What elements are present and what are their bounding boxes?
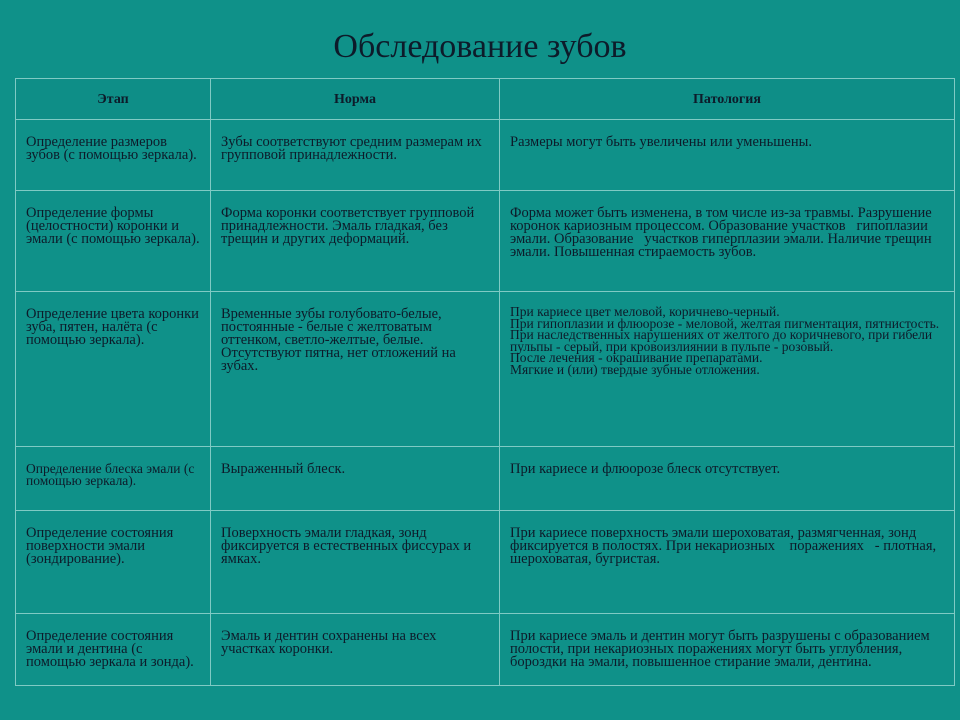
pathology-line: При кариесе эмаль и дентин могут быть разрушены с образованием полости, при некариозных поражениях могут быть углубления, бороздки на эмали, повышенное стирание эмали, дентина.: [510, 628, 934, 670]
table-row: [16, 447, 955, 511]
pathology-line: Мягкие и (или) твердые зубные отложения.: [510, 361, 760, 377]
norm-cell: Форма коронки соответствует групповой принадлежности. Эмаль гладкая, без трещин и других деформаций.: [211, 191, 500, 292]
pathology-line: При кариесе поверхность эмали шероховатая, размягченная, зонд фиксируется в полостях. При некариозных поражениях - плотная, шероховатая, бугристая.: [510, 525, 940, 567]
table-row: [16, 614, 955, 686]
stage-cell: Определение размеров зубов (с помощью зеркала).: [16, 120, 211, 191]
header-norm: Норма: [211, 79, 500, 120]
stage-cell: Определение состояния эмали и дентина (с помощью зеркала и зонда).: [16, 614, 211, 686]
page-title: Обследование зубов: [333, 28, 627, 65]
pathology-line: При наследственных нарушениях от желтого до коричневого, при гибели пульпы - серый, при кровоизлиянии в пульпе - розовый.: [510, 327, 936, 354]
pathology-line: При кариесе цвет меловой, коричнево-черный.: [510, 304, 780, 319]
table-row: [16, 191, 955, 292]
norm-cell: Временные зубы голубовато-белые, постоянные - белые с желтоватым оттенком, светло-желтые, белые. Отсутствуют пятна, нет отложений на зубах.: [211, 292, 500, 447]
header-pathology: Патология: [500, 79, 955, 120]
pathology-line: При гипоплазии и флюорозе - меловой, желтая пигментация, пятнистость.: [510, 315, 940, 331]
table-header-row: [16, 79, 955, 120]
pathology-line: После лечения - окрашивание препаратами.: [510, 350, 763, 365]
norm-cell: Поверхность эмали гладкая, зонд фиксируется в естественных фиссурах и ямках.: [211, 511, 500, 614]
pathology-cell: [500, 191, 955, 292]
table-row: [16, 292, 955, 447]
pathology-cell: [500, 614, 955, 686]
norm-cell: Выраженный блеск.: [211, 447, 500, 511]
pathology-line: При кариесе и флюорозе блеск отсутствует.: [510, 461, 781, 477]
stage-cell: Определение состояния поверхности эмали (зондирование).: [16, 511, 211, 614]
stage-cell: Определение формы (целостности) коронки и эмали (с помощью зеркала).: [16, 191, 211, 292]
table-row: [16, 120, 955, 191]
pathology-cell: [500, 292, 955, 447]
pathology-cell: [500, 511, 955, 614]
stage-cell: Определение блеска эмали (с помощью зеркала).: [16, 447, 211, 511]
pathology-line: Форма может быть изменена, в том числе из-за травмы. Разрушение коронок кариозным процессом. Образование участков гипоплазии эмали. Образование участков гиперплазии эмали. Наличие трещин эмали. Повышенная стираемость зубов.: [510, 205, 936, 260]
pathology-cell: [500, 447, 955, 511]
table-row: [16, 511, 955, 614]
norm-cell: Зубы соответствуют средним размерам их групповой принадлежности.: [211, 120, 500, 191]
stage-cell: Определение цвета коронки зуба, пятен, налёта (с помощью зеркала).: [16, 292, 211, 447]
pathology-cell: [500, 120, 955, 191]
norm-cell: Эмаль и дентин сохранены на всех участках коронки.: [211, 614, 500, 686]
header-stage: Этап: [16, 79, 211, 120]
exam-table: [15, 78, 955, 686]
pathology-line: Размеры могут быть увеличены или уменьшены.: [510, 134, 812, 150]
